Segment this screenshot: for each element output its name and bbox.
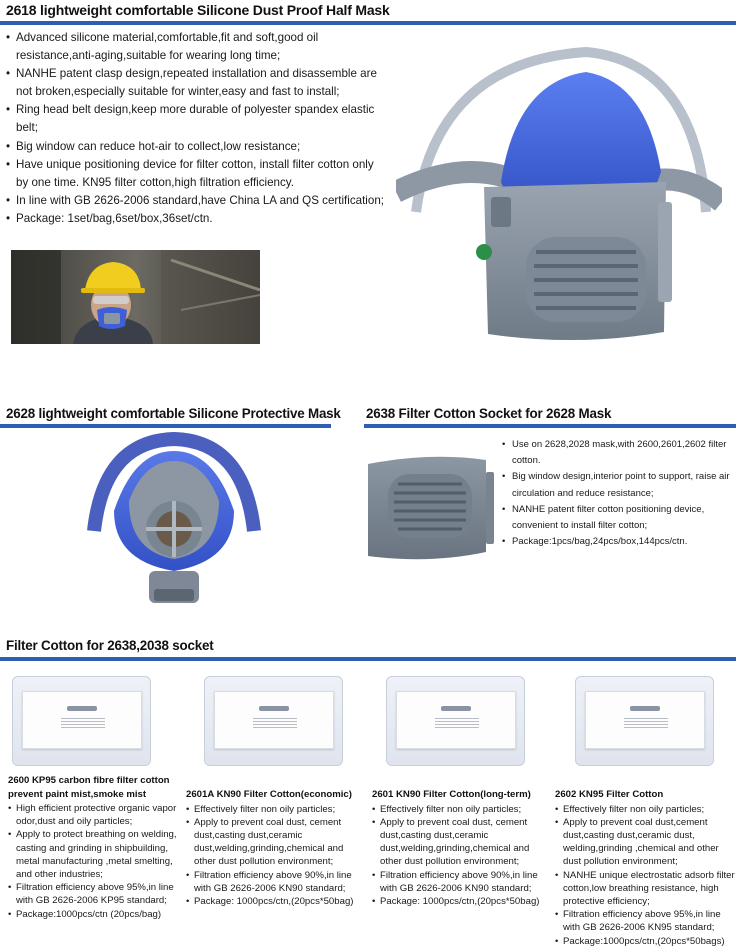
section1-title: 2618 lightweight comfortable Silicone Dust Proof Half Mask: [6, 2, 390, 18]
protective-mask-image: [74, 431, 274, 611]
product-card: [555, 676, 735, 946]
product-card: [8, 676, 188, 921]
section1-bullet: • NANHE patent clasp design,repeated installation and disassemble are not broken,especially suitable for winter,easy and fast to install;: [6, 65, 386, 101]
section3-bullet: • Package:1pcs/bag,24pcs/box,144pcs/ctn.: [502, 534, 730, 550]
product-bullet: • Package: 1000pcs/ctn,(20pcs*50bag): [372, 895, 552, 908]
section3-bullet: • Big window design,interior point to support, raise air circulation and reduce resistance;: [502, 469, 730, 501]
product-feature-list: [8, 802, 188, 921]
product-bullet: • Filtration efficiency above 90%,in line with GB 2626-2006 KN90 standard;: [372, 869, 552, 895]
section3-title: 2638 Filter Cotton Socket for 2628 Mask: [366, 406, 612, 421]
product-bullet: • Effectively filter non oily particles;: [555, 803, 735, 816]
section1-bullet: • Big window can reduce hot-air to collect,low resistance;: [6, 138, 386, 156]
product-bullet: • Effectively filter non oily particles;: [372, 803, 552, 816]
product-name: 2602 KN95 Filter Cotton: [555, 789, 664, 800]
filter-pad-image: [575, 676, 714, 766]
filter-pad-image: [204, 676, 343, 766]
product-bullet: • Apply to protect breathing on welding, casting and grinding in shipbuilding, metal manufacturing ,metal smelting, and other industries;: [8, 828, 188, 881]
worker-photo: [11, 250, 260, 344]
section1-rule: [0, 21, 736, 25]
section1-bullet: • In line with GB 2626-2006 standard,have China LA and QS certification;: [6, 192, 386, 210]
product-bullet: • High efficient protective organic vapor odor,dust and oily particles;: [8, 802, 188, 828]
product-feature-list: [372, 803, 552, 909]
section3-rule: [364, 424, 736, 428]
product-bullet: • Apply to prevent coal dust, cement dust,casting dust,ceramic dust,welding,grinding,chemical and other dust pollution environment;: [372, 816, 552, 869]
section2-title: 2628 lightweight comfortable Silicone Protective Mask: [6, 406, 341, 421]
product-name: 2601A KN90 Filter Cotton(economic): [186, 789, 352, 800]
section4-title: Filter Cotton for 2638,2038 socket: [6, 638, 214, 653]
section1-bullet: • Have unique positioning device for filter cotton, install filter cotton only by one time. KN95 filter cotton,high filtration efficiency.: [6, 156, 386, 192]
product-feature-list: [555, 803, 735, 946]
section1-bullet: • Ring head belt design,keep more durable of polyester spandex elastic belt;: [6, 101, 386, 137]
product-name: 2601 KN90 Filter Cotton(long-term): [372, 789, 531, 800]
product-feature-list: [186, 803, 366, 909]
section3-bullet: • NANHE patent filter cotton positioning device, convenient to install filter cotton;: [502, 502, 730, 534]
product-bullet: • Package: 1000pcs/ctn,(20pcs*50bag): [186, 895, 366, 908]
section1-bullet: • Advanced silicone material,comfortable,fit and soft,good oil resistance,anti-aging,suitable for wearing long time;: [6, 29, 386, 65]
product-bullet: • Apply to prevent coal dust, cement dust,casting dust,ceramic dust,welding,grinding,chemical and other dust pollution environment;: [186, 816, 366, 869]
filter-pad-image: [386, 676, 525, 766]
product-bullet: • Effectively filter non oily particles;: [186, 803, 366, 816]
section4-rule: [0, 657, 736, 661]
section2-rule: [0, 424, 331, 428]
product-bullet: • Apply to prevent coal dust,cement dust,casting dust,ceramic dust, welding,grinding ,chemical and other dust pollution environment;: [555, 816, 735, 869]
filter-socket-image: [364, 452, 496, 564]
section3-bullet: • Use on 2628,2028 mask,with 2600,2601,2602 filter cotton.: [502, 437, 730, 469]
section1-feature-list: [6, 29, 386, 228]
section1-bullet: • Package: 1set/bag,6set/box,36set/ctn.: [6, 210, 386, 228]
product-bullet: • Package:1000pcs/ctn,(20pcs*50bags): [555, 935, 735, 946]
product-bullet: • Filtration efficiency above 90%,in line with GB 2626-2006 KN90 standard;: [186, 869, 366, 895]
half-mask-image: [396, 42, 722, 357]
product-bullet: • Filtration efficiency above 95%,in line with GB 2626-2006 KN95 standard;: [555, 908, 735, 934]
product-bullet: • Package:1000pcs/ctn (20pcs/bag): [8, 908, 188, 921]
filter-pad-image: [12, 676, 151, 766]
product-bullet: • Filtration efficiency above 95%,in line with GB 2626-2006 KP95 standard;: [8, 881, 188, 907]
product-bullet: • NANHE unique electrostatic adsorb filter cotton,low breathing resistance, high protective efficiency;: [555, 869, 735, 909]
product-name: 2600 KP95 carbon fibre filter cotton prevent paint mist,smoke mist: [8, 775, 170, 800]
product-card: [372, 676, 552, 908]
section3-feature-list: [502, 437, 730, 550]
product-card: [186, 676, 366, 908]
